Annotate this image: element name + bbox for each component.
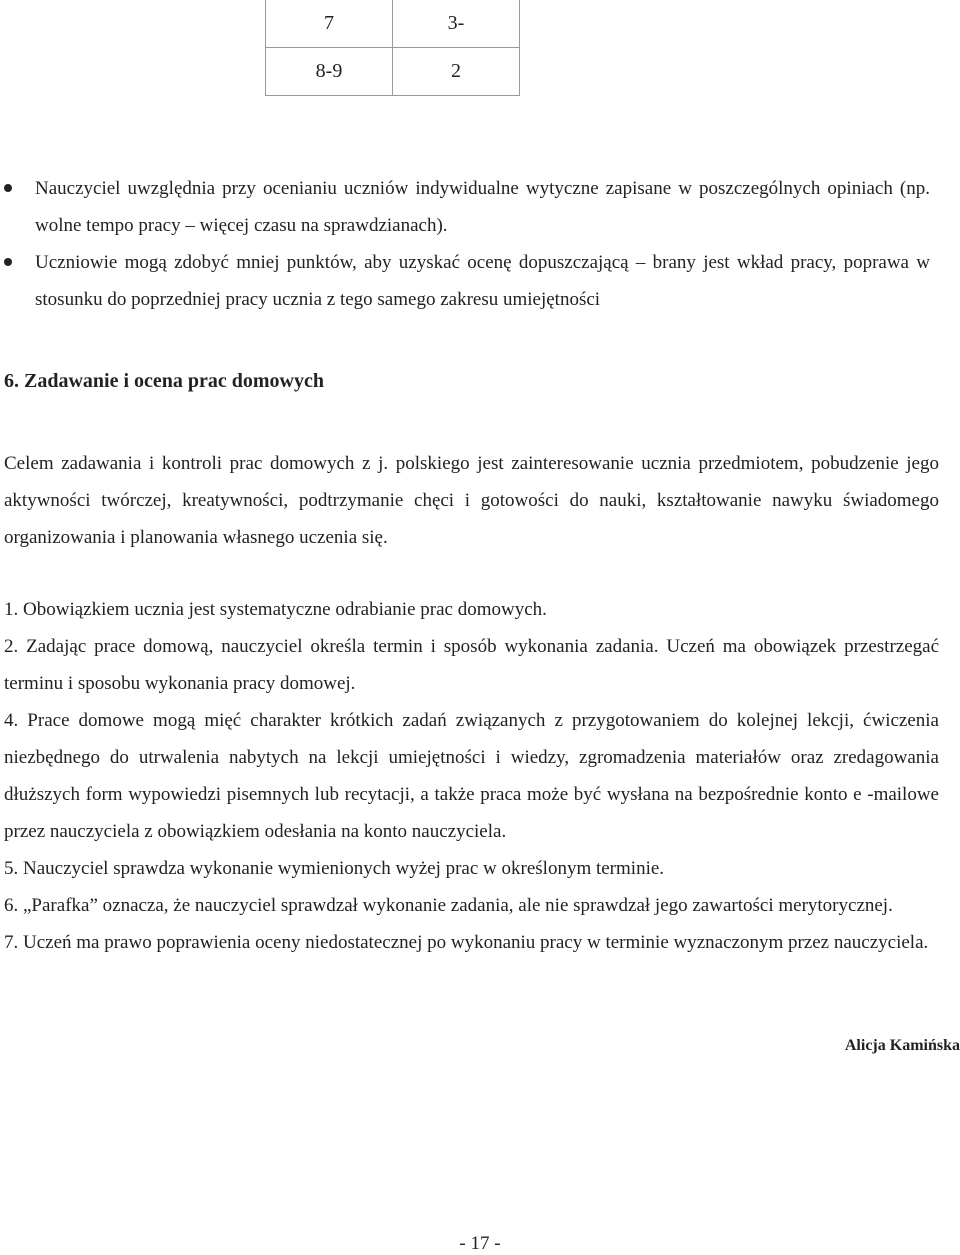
author-signature: Alicja Kamińska	[844, 1037, 960, 1054]
list-item-text: Uczniowie mogą zdobyć mniej punktów, aby uzyskać ocenę dopuszczającą – brany jest wkład pracy, poprawa w stosunku do poprzedniej pracy ucznia z tego samego zakresu umiejętności	[35, 252, 930, 310]
list-item-text: Nauczyciel uwzględnia przy ocenianiu uczniów indywidualne wytyczne zapisane w poszczególnych opiniach (np. wolne tempo pracy – więcej czasu na sprawdzianach).	[35, 178, 930, 236]
bullet-icon	[4, 184, 12, 192]
list-item	[0, 170, 960, 244]
table-row	[266, 0, 520, 48]
table-cell: 8-9	[266, 48, 393, 96]
section-heading: 6. Zadawanie i ocena prac domowych	[4, 370, 324, 392]
grade-table	[265, 0, 520, 96]
list-item: 4. Prace domowe mogą mięć charakter krótkich zadań związanych z przygotowaniem do kolejnej lekcji, ćwiczenia niezbędnego do utrwalenia nabytych na lekcji umiejętności i wiedzy, zgromadzenia materiałów oraz zredagowania dłuższych form wypowiedzi pisemnych lub recytacji, a także praca może być wysłana na bezpośrednie konto e -mailowe przez nauczyciela z obowiązkiem odesłania na konto nauczyciela.	[4, 710, 939, 842]
table-cell: 7	[266, 0, 393, 48]
table-cell: 3-	[393, 0, 520, 48]
bullet-list	[0, 170, 960, 318]
list-item: 1. Obowiązkiem ucznia jest systematyczne odrabianie prac domowych.	[4, 599, 547, 620]
section-paragraph: Celem zadawania i kontroli prac domowych z j. polskiego jest zainteresowanie ucznia przedmiotem, pobudzenie jego aktywności twórczej, kreatywności, podtrzymanie chęci i gotowości do nauki, kształtowanie nawyku świadomego organizowania i planowania własnego uczenia się.	[4, 453, 939, 548]
page-number: - 17 -	[459, 1233, 501, 1254]
list-item: 2. Zadając prace domową, nauczyciel określa termin i sposób wykonania zadania. Uczeń ma obowiązek przestrzegać terminu i sposobu wykonania pracy domowej.	[4, 636, 939, 694]
list-item: 5. Nauczyciel sprawdza wykonanie wymienionych wyżej prac w określonym terminie.	[4, 858, 665, 879]
numbered-list	[4, 591, 939, 961]
list-item	[0, 244, 960, 318]
bullet-icon	[4, 258, 12, 266]
table-row	[266, 48, 520, 96]
list-item: 7. Uczeń ma prawo poprawienia oceny niedostatecznej po wykonaniu pracy w terminie wyznaczonym przez nauczyciela.	[4, 932, 929, 953]
list-item: 6. „Parafka” oznacza, że nauczyciel sprawdzał wykonanie zadania, ale nie sprawdzał jego zawartości merytorycznej.	[4, 895, 893, 916]
table-cell: 2	[393, 48, 520, 96]
